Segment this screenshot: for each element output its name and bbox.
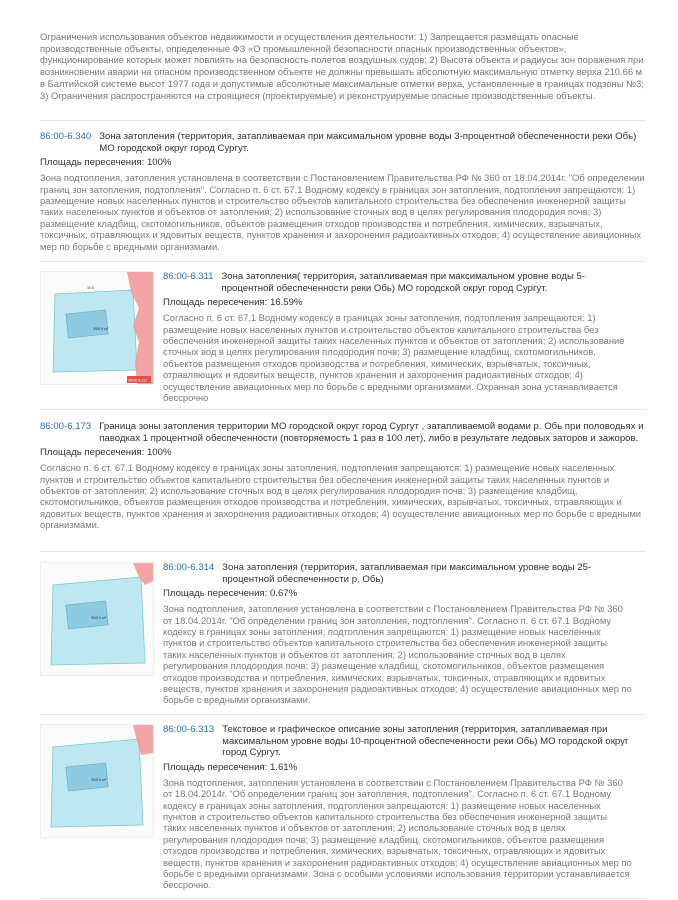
separator [40,898,646,899]
zone-description: Согласно п. 6 ст. 67.1 Водному кодексу в границах зоны затопления, подтопления запрещаются: 1) размещение новых населенных пунктов и строительство объектов капитального строительства без обеспечения инженерной защиты таких населенных пунктов и объектов от затопления; 2) использование сточных вод в целях регулирования плодородия почв; 3) размещение кладбищ, скотомогильников, объектов размещения отходов производства и потребления, химических, взрывчатых, токсичных, отравляющих и ядовитых веществ, пунктов хранения и захоронения радиоактивных отходов; 4) осуществление авиационных мер по борьбе с вредными организмами. Охранная зона устанавливается бессрочно [163,312,625,404]
zone-title: Зона затопления (территория, затапливаемая при максимальном уровне воды 3-процентной обеспеченности реки Обь) МО городской округ город Сургут. [99,131,637,154]
zone-code-link[interactable]: 86:00-6.313 [163,724,215,735]
intro-text: Ограничения использования объектов недвижимости и осуществления деятельности: 1) Запрещается размещать опасные производственные объекты, определенные ФЗ «О промышленной безопасности опасных производственных объектов», функционирование которых может повлиять на безопасность полетов воздушных судов; 2) Высота объекта и радиусы зон поражения при возникновении аварии на опасном производственном объекте не должны превышать абсолютную максимальную отметку верха 210.66 м в Балтийской системе высот 1977 года и допустимые абсолютные максимальные отметки верха, установленные в границах подзоны №3; 3) Ограничения распространяются на строящиеся (проектируемые) и реконструируемые опасные производственные объекты. [40,31,644,101]
zone-entry [163,724,633,891]
thumb-area-label: 358.9 м² [91,777,107,782]
zone-title: Зона затопления (территория, затапливаемая при максимальном уровне воды 25-процентной обеспеченности р. Обь) [222,562,592,585]
zone-title: Граница зоны затопления территории МО городской округ город Сургут , затапливаемой водами р. Обь при половодьях и паводках 1 процентной обеспеченности (повторяемость 1 раз в 100 лет), либо в результате ледовых заторов и зажоров. [99,421,644,444]
entry-header [40,131,646,154]
zone-entry [40,131,646,252]
zone-code-link[interactable]: 86:00-6.173 [40,421,92,432]
thumb-area-label: 358.9 м² [93,326,109,331]
zone-description: Зона подтопления, затопления установлена в соответствии с Постановлением Правительства РФ № 360 от 18.04.2014г. "Об определении границ зон затопления, подтопления". Согласно п. 6 ст. 67.1 Водному кодексу в границах зоны затопления, подтопления запрещаются: 1) размещение новых населенных пунктов и строительство объектов капитального строительства без обеспечения инженерной защиты таких населенных пунктов и объектов от затопления; 2) использование сточных вод в целях регулирования плодородия почв; 3) размещение кладбищ, скотомогильников, объектов размещения отходов производства и потребления, химических, взрывчатых, токсичных, отравляющих и ядовитых веществ, пунктов хранения и захоронения радиоактивных отходов; 4) осуществление авиационных мер по борьбе с вредными организмами. [163,603,632,706]
map-thumbnail[interactable] [40,271,154,385]
thumb-zone-label: 86:00-6.311 [128,378,147,383]
separator [40,409,646,410]
map-thumbnail-svg [41,725,153,837]
zone-entry [163,271,633,403]
entry-header [40,421,646,444]
zone-entry [40,421,646,531]
intersection-area: Площадь пересечения: 1.61% [163,761,298,773]
zone-title: Текстовое и графическое описание зоны затопления (территория, затапливаемая при максимальном уровне воды 10-процентной обеспеченности реки Обь) МО городской округ город Сургут. [222,724,629,759]
intersection-area: Площадь пересечения: 0.67% [163,588,298,600]
map-thumbnail-svg [41,563,153,675]
zone-code-link[interactable]: 86:00-6.314 [163,562,215,573]
zone-description: Зона подтопления, затопления установлена в соответствии с Постановлением Правительства РФ № 360 от 18.04.2014г. "Об определении границ зон затопления, подтопления". Согласно п. 6 ст. 67.1 Водному кодексу в границах зон затопления, подтопления запрещаются: 1) размещение новых населенных пунктов и строительство объектов капитального строительства без обеспечения инженерной защиты таких населенных пунктов и объектов от затопления; 2) использование сточных вод в целях регулирования плодородия почв; 3) размещение кладбищ, скотомогильников, объектов размещения отходов производства и потребления, химических, взрывчатых, токсичных, отравляющих и ядовитых веществ, пунктов хранения и захоронения радиоактивных отходов; 4) осуществление авиационных мер по борьбе с вредными организмами. [40,172,645,252]
zone-title: Зона затопления( территория, затапливаемая при максимальном уровне воды 5-процентной обеспеченности реки Обь) МО городской округ город Сургут. [221,271,586,294]
zone-code-link[interactable]: 86:00-6.311 [163,271,214,282]
separator [40,120,646,121]
separator [40,261,646,262]
zone-description: Зона подтопления, затопления установлена в соответствии с Постановлением Правительства РФ № 360 от 18.04.2014г. "Об определении границ зон затопления, подтопления". Согласно п. 6 ст. 67.1 Водному кодексу в границах зоны затопления, подтопления запрещаются: 1) размещение новых населенных пунктов и строительство объектов капитального строительства без обеспечения инженерной защиты таких населенных пунктов и объектов от затопления; 2) использование сточных вод в целях регулирования плодородия почв; 3) размещение кладбищ, скотомогильников, объектов размещения отходов производства и потребления, химических, взрывчатых, токсичных, отравляющих и ядовитых веществ, пунктов хранения и захоронения радиоактивных отходов; 4) осуществление авиационных мер по борьбе с вредными организмами. Зона с особыми условиями использования территории устанавливается бессрочно. [163,776,632,891]
entry-header [163,724,633,759]
intersection-area: Площадь пересечения: 100% [40,157,172,169]
intersection-area: Площадь пересечения: 16.59% [163,297,303,309]
separator [40,714,646,715]
map-thumbnail-svg [41,272,153,384]
zone-entry [163,562,633,706]
separator [40,551,646,552]
map-thumbnail[interactable] [40,562,154,676]
thumb-dim-label: 35.8 [87,286,94,290]
zone-code-link[interactable]: 86:00-6.340 [40,131,92,142]
zone-description: Согласно п. 6 ст. 67.1 Водному кодексу в границах зоны затопления, подтопления запрещаются: 1) размещение новых населенных пунктов и строительство объектов капитального строительства без обеспечения инженерной защиты таких населенных пунктов и объектов от затопления; 2) использование сточных вод в целях регулирования плодородия почв; 3) размещение кладбищ, скотомогильников, объектов размещения отходов производства и потребления, химических, взрывчатых, токсичных, отравляющих и ядовитых веществ, пунктов хранения и захоронения радиоактивных отходов; 4) осуществление авиационных мер по борьбе с вредными организмами. [40,462,642,531]
map-thumbnail[interactable] [40,724,154,838]
entry-header [163,562,633,585]
thumb-area-label: 358.9 м² [91,615,107,620]
intersection-area: Площадь пересечения: 100% [40,447,172,459]
entry-header [163,271,633,294]
